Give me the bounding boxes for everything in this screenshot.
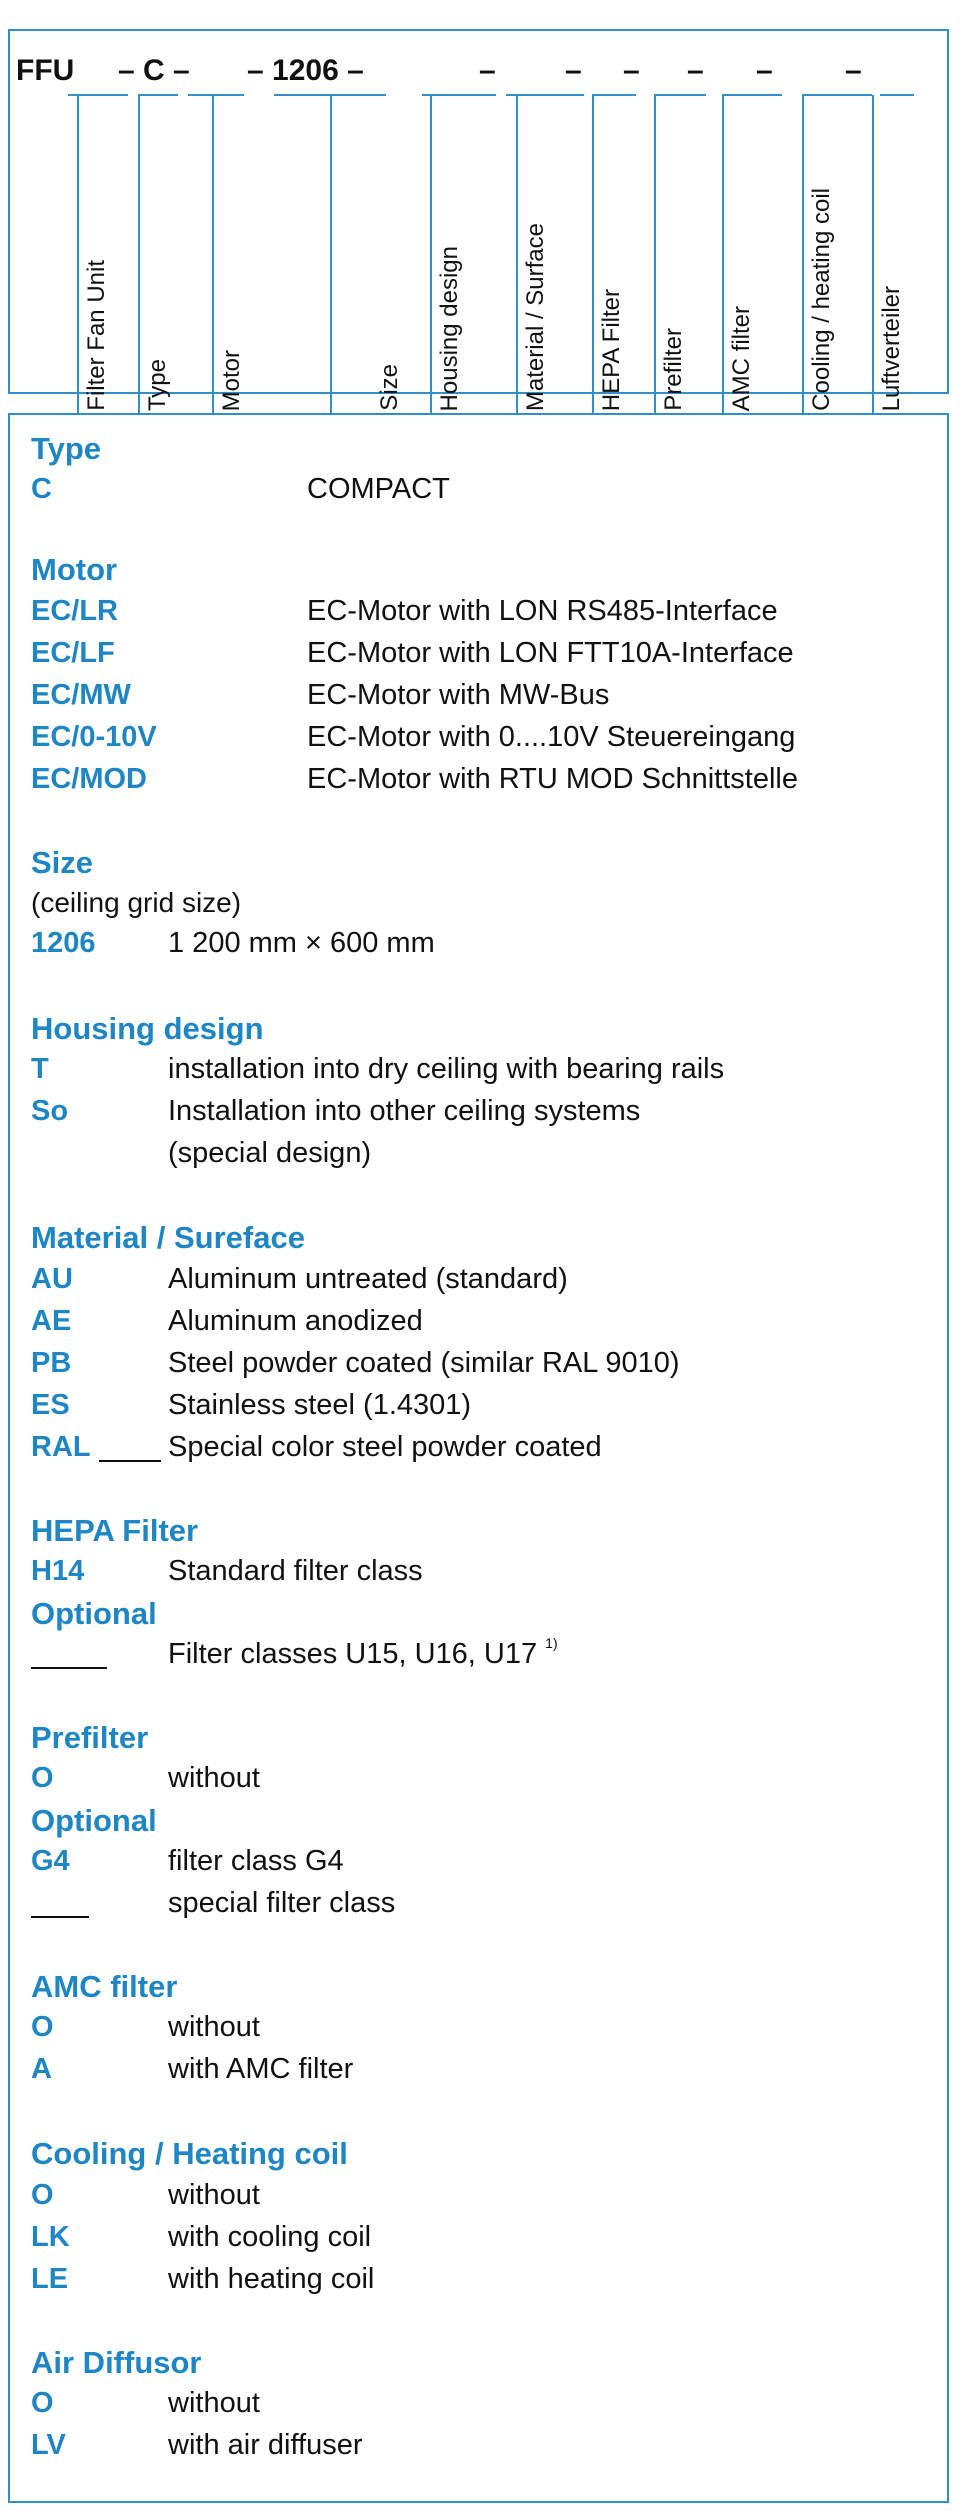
option-desc: with cooling coil [168, 2221, 372, 2253]
optional-label: Optional [31, 1803, 157, 1838]
option-desc: EC-Motor with LON FTT10A-Interface [307, 637, 794, 669]
column-label: Type [144, 358, 171, 411]
code-dash-housing: – [479, 54, 496, 87]
column-type [138, 95, 171, 413]
column-hepa-filter [592, 95, 625, 413]
option-code: C [31, 473, 52, 505]
option-desc: without [168, 2011, 260, 2043]
option-code: O [31, 1762, 54, 1794]
option-desc: COMPACT [307, 473, 450, 505]
column-size [330, 95, 403, 413]
option-code: ES [31, 1389, 70, 1421]
option-desc: (special design) [168, 1137, 372, 1169]
column-housing-design [430, 95, 463, 413]
option-code: EC/LF [31, 637, 115, 669]
option-code: AE [31, 1305, 72, 1337]
section-title-amc: AMC filter [31, 1969, 178, 2004]
option-code: LV [31, 2429, 66, 2461]
column-motor [212, 95, 245, 413]
option-code: LK [31, 2221, 70, 2253]
option-desc: EC-Motor with MW-Bus [307, 679, 610, 711]
underline [802, 94, 872, 96]
underline [880, 94, 914, 96]
option-desc: filter class G4 [168, 1845, 344, 1877]
section-title-housing: Housing design [31, 1011, 264, 1046]
section-title-diffusor: Air Diffusor [31, 2345, 202, 2380]
option-desc-text: Filter classes U15, U16, U17 [168, 1638, 538, 1670]
option-code: LE [31, 2263, 69, 2295]
column-prefilter [654, 95, 687, 413]
legend-box [8, 413, 949, 2503]
option-desc: with air diffuser [168, 2429, 363, 2461]
column-label: Cooling / heating coil [808, 188, 835, 411]
option-code: A [31, 2053, 52, 2085]
option-desc: Steel powder coated (similar RAL 9010) [168, 1347, 680, 1379]
option-desc: Aluminum anodized [168, 1305, 423, 1337]
underline [654, 94, 706, 96]
optional-label: Optional [31, 1596, 157, 1631]
option-code: O [31, 2387, 54, 2419]
option-code: T [31, 1053, 49, 1085]
option-desc: Installation into other ceiling systems [168, 1095, 641, 1127]
option-desc: EC-Motor with 0....10V Steuereingang [307, 721, 796, 753]
option-code: O [31, 2011, 54, 2043]
option-code: EC/MW [31, 679, 131, 711]
code-dash-hepa: – [623, 54, 640, 87]
option-desc [168, 1633, 558, 1675]
option-desc: Standard filter class [168, 1555, 423, 1587]
underline [188, 94, 244, 96]
section-title-coil: Cooling / Heating coil [31, 2136, 348, 2171]
section-title-motor: Motor [31, 552, 118, 587]
column-label: Prefilter [660, 328, 687, 411]
option-code: 1206 [31, 927, 96, 959]
order-code-key [8, 29, 949, 411]
option-desc: Stainless steel (1.4301) [168, 1389, 472, 1421]
section-title-material: Material / Sureface [31, 1220, 305, 1255]
column-amc-filter [722, 95, 755, 413]
option-desc: 1 200 mm × 600 mm [168, 927, 435, 959]
column-label: Size [376, 364, 403, 411]
fill-in-blank [31, 1667, 107, 1669]
code-prefix: FFU [16, 54, 75, 87]
option-desc: EC-Motor with LON RS485-Interface [307, 595, 778, 627]
option-desc: Special color steel powder coated [168, 1431, 602, 1463]
column-label: Material / Surface [522, 222, 549, 411]
underline [592, 94, 636, 96]
option-desc: without [168, 2387, 260, 2419]
option-code: H14 [31, 1555, 85, 1587]
column-label: Filter Fan Unit [83, 260, 110, 411]
option-code: G4 [31, 1845, 70, 1877]
column-filter-fan-unit [77, 95, 110, 413]
section-subtitle-size: (ceiling grid size) [31, 887, 242, 918]
column-label: HEPA Filter [598, 288, 625, 411]
section-title-size: Size [31, 845, 94, 880]
option-desc: without [168, 2179, 260, 2211]
code-type: – C – [118, 54, 190, 87]
column-material-surface [516, 95, 549, 413]
code-dash-amc: – [756, 54, 773, 87]
footnote-ref: 1) [545, 1635, 558, 1651]
fill-in-blank [99, 1460, 161, 1462]
option-desc: EC-Motor with RTU MOD Schnittstelle [307, 763, 798, 795]
option-desc: special filter class [168, 1887, 396, 1919]
section-title-type: Type [31, 431, 102, 466]
column-label: Luftverteiler [878, 285, 905, 411]
code-dash-coil: – [845, 54, 862, 87]
column-label: AMC filter [728, 305, 755, 411]
underline [138, 94, 178, 96]
section-title-hepa: HEPA Filter [31, 1513, 199, 1548]
section-title-prefilter: Prefilter [31, 1720, 149, 1755]
underline [722, 94, 782, 96]
option-desc: without [168, 1762, 260, 1794]
code-dash-material: – [565, 54, 582, 87]
option-code: AU [31, 1263, 73, 1295]
option-desc: with heating coil [168, 2263, 375, 2295]
code-dash-prefilter: – [687, 54, 704, 87]
option-code: EC/0-10V [31, 721, 157, 753]
option-code: O [31, 2179, 54, 2211]
option-code: PB [31, 1347, 72, 1379]
option-desc: installation into dry ceiling with bearing rails [168, 1053, 725, 1085]
option-code: RAL [31, 1431, 91, 1463]
column-label: Motor [218, 349, 245, 411]
column-luftverteiler [872, 95, 905, 413]
option-code: EC/MOD [31, 763, 147, 795]
column-cooling-heating-coil [802, 95, 835, 413]
option-code: So [31, 1095, 69, 1127]
option-desc: with AMC filter [168, 2053, 354, 2085]
option-desc: Aluminum untreated (standard) [168, 1263, 568, 1295]
column-label: Housing design [436, 245, 463, 411]
underline [422, 94, 496, 96]
fill-in-blank [31, 1916, 89, 1918]
option-code: EC/LR [31, 595, 118, 627]
code-size: – 1206 – [247, 54, 364, 87]
